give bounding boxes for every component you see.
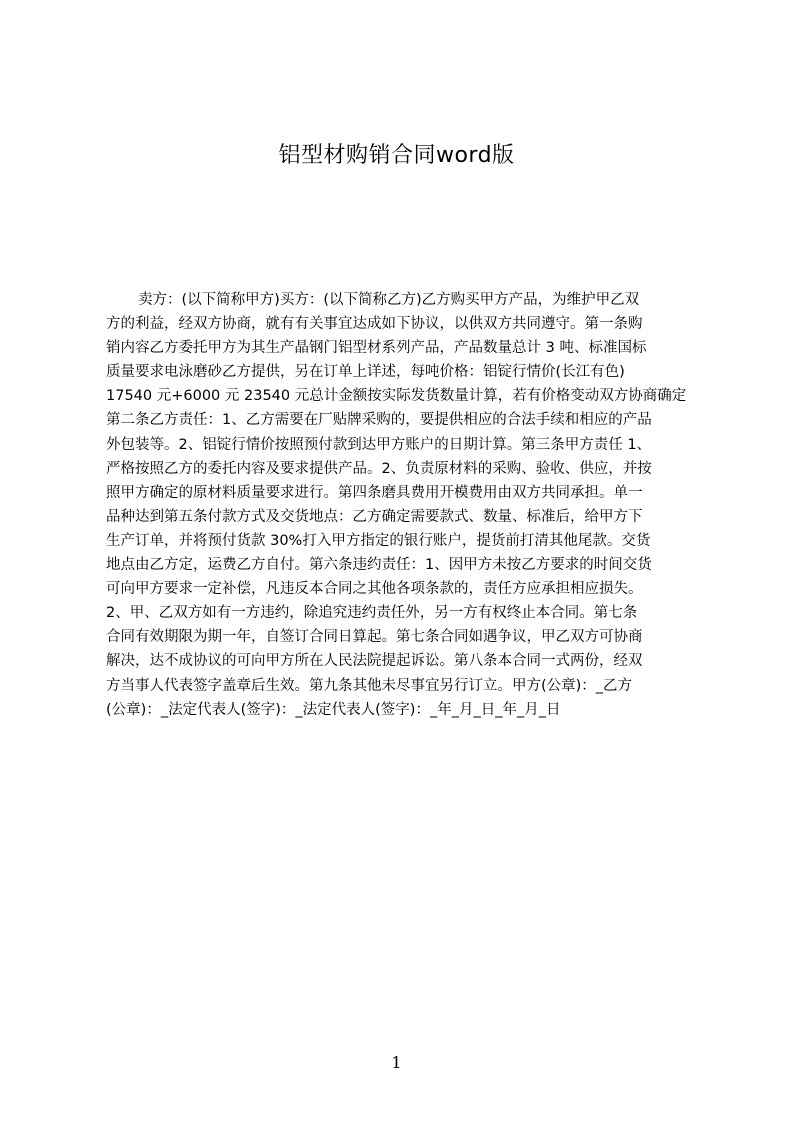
body-line: 17540 元+6000 元 23540 元总计金额按实际发货数量计算，若有价格变动双方协商确定 [106, 388, 687, 405]
contract-body [106, 288, 698, 778]
body-line: 质量要求电泳磨砂乙方提供，另在订单上详述，每吨价格：铝锭行情价(长江有色) [106, 364, 625, 381]
body-line: 照甲方确定的原材料质量要求进行。第四条磨具费用开模费用由双方共同承担。单一 [106, 484, 643, 501]
body-line: 方当事人代表签字盖章后生效。第九条其他未尽事宜另行订立。甲方(公章)：_乙方 [106, 677, 633, 694]
body-line: 方的利益，经双方协商，就有有关事宜达成如下协议，以供双方共同遵守。第一条购 [106, 316, 643, 333]
body-line: 品种达到第五条付款方式及交货地点：乙方确定需要款式、数量、标准后，给甲方下 [106, 508, 643, 525]
body-line: 生产订单，并将预付货款 30%打入甲方指定的银行账户，提货前打清其他尾款。交货 [106, 532, 651, 549]
body-line: 合同有效期限为期一年，自签订合同日算起。第七条合同如遇争议，甲乙双方可协商 [106, 629, 643, 646]
body-line: 第二条乙方责任：1、乙方需要在厂贴牌采购的，要提供相应的合法手续和相应的产品 [106, 412, 652, 429]
body-line: 销内容乙方委托甲方为其生产晶钢门铝型材系列产品，产品数量总计 3 吨、标准国标 [106, 340, 647, 357]
body-line: 可向甲方要求一定补偿，凡违反本合同之其他各项条款的，责任方应承担相应损失。 [106, 581, 643, 598]
body-line: 2、甲、乙双方如有一方违约，除追究违约责任外，另一方有权终止本合同。第七条 [106, 605, 638, 622]
body-line: 严格按照乙方的委托内容及要求提供产品。2、负责原材料的采购、验收、供应，并按 [106, 460, 652, 477]
body-line: 地点由乙方定，运费乙方自付。第六条违约责任：1、因甲方未按乙方要求的时间交货 [106, 557, 652, 574]
body-line: 外包装等。2、铝锭行情价按照预付款到达甲方账户的日期计算。第三条甲方责任 1、 [106, 436, 652, 453]
body-line: 解决，达不成协议的可向甲方所在人民法院提起诉讼。第八条本合同一式两份，经双 [106, 653, 643, 670]
page-number: 1 [391, 1053, 402, 1072]
body-line: (公章)：_法定代表人(签字)：_法定代表人(签字)：_年_月_日_年_月_日 [106, 701, 561, 718]
body-line: 卖方：(以下简称甲方)买方：(以下简称乙方)乙方购买甲方产品，为维护甲乙双 [138, 292, 640, 308]
document-title: 铝型材购销合同word版 [278, 143, 515, 168]
